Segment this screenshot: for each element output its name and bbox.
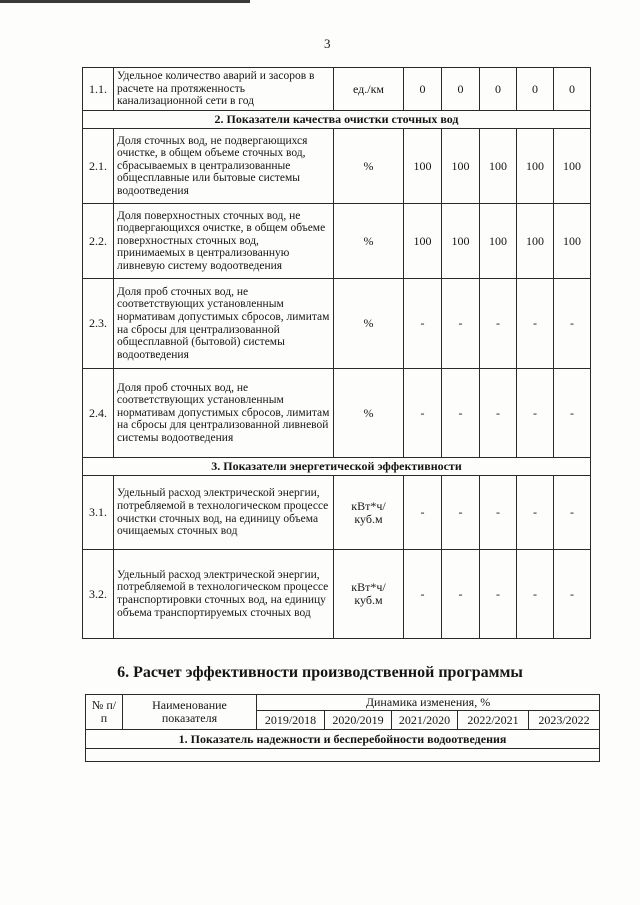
- value-cell: -: [404, 476, 442, 550]
- section-heading: 6. Расчет эффективности производственной программы: [117, 664, 523, 681]
- indicator-name: Удельный расход электрической энергии, потребляемой в технологическом процессе транспортировки сточных вод, на единицу объема транспортируемых сточных вод: [114, 550, 334, 639]
- value-cell: -: [480, 476, 517, 550]
- section-row: [83, 111, 591, 129]
- row-number: 2.3.: [83, 279, 114, 369]
- indicator-name: Доля проб сточных вод, не соответствующих установленным нормативам допустимых сбросов, лимитам на сбросы для централизованной ливневой системы водоотведения: [114, 369, 334, 458]
- value-cell: 0: [404, 68, 442, 111]
- table-row: [83, 68, 591, 111]
- page-number: 3: [324, 36, 331, 51]
- value-cell: 0: [517, 68, 554, 111]
- section-row: 1. Показатель надежности и бесперебойности водоотведения: [86, 730, 600, 749]
- table-row: [83, 204, 591, 279]
- value-cell: 0: [480, 68, 517, 111]
- unit-cell: %: [334, 279, 404, 369]
- unit-cell: %: [334, 369, 404, 458]
- value-cell: -: [554, 369, 591, 458]
- indicator-name: Доля проб сточных вод, не соответствующих установленным нормативам допустимых сбросов, лимитам на сбросы для централизованной общесплавной (бытовой) системы водоотведения: [114, 279, 334, 369]
- value-cell: 0: [442, 68, 480, 111]
- value-cell: -: [480, 550, 517, 639]
- year-header: 2019/2018: [257, 711, 325, 730]
- table-row: [83, 550, 591, 639]
- value-cell: 100: [442, 204, 480, 279]
- year-header: 2022/2021: [458, 711, 529, 730]
- value-cell: -: [404, 550, 442, 639]
- value-cell: 100: [554, 204, 591, 279]
- value-cell: -: [404, 369, 442, 458]
- value-cell: -: [554, 550, 591, 639]
- value-cell: -: [517, 476, 554, 550]
- row-number: 1.1.: [83, 68, 114, 111]
- efficiency-table: [85, 694, 600, 762]
- value-cell: -: [404, 279, 442, 369]
- value-cell: -: [442, 476, 480, 550]
- value-cell: -: [480, 279, 517, 369]
- value-cell: -: [442, 369, 480, 458]
- indicator-name: Доля сточных вод, не подвергающихся очистке, в общем объеме сточных вод, сбрасываемых в централизованные общесплавные или бытовые системы водоотведения: [114, 129, 334, 204]
- table-row: [83, 129, 591, 204]
- value-cell: 100: [517, 204, 554, 279]
- year-header: 2021/2020: [392, 711, 458, 730]
- value-cell: -: [480, 369, 517, 458]
- table-row: [83, 279, 591, 369]
- col-header-name: Наименование показателя: [123, 695, 257, 730]
- value-cell: 100: [404, 204, 442, 279]
- value-cell: 100: [404, 129, 442, 204]
- section-title: 3. Показатели энергетической эффективности: [83, 458, 591, 476]
- indicator-name: Удельное количество аварий и засоров в расчете на протяженность канализационной сети в год: [114, 68, 334, 111]
- unit-cell: %: [334, 204, 404, 279]
- col-header-num: № п/п: [86, 695, 123, 730]
- unit-cell: ед./км: [334, 68, 404, 111]
- value-cell: 100: [442, 129, 480, 204]
- empty-row: [86, 749, 600, 762]
- value-cell: 0: [554, 68, 591, 111]
- unit-cell: %: [334, 129, 404, 204]
- scan-artifact-line: [0, 0, 250, 3]
- value-cell: 100: [480, 129, 517, 204]
- row-number: 3.1.: [83, 476, 114, 550]
- unit-cell: кВт*ч/ куб.м: [334, 476, 404, 550]
- table-row: [83, 476, 591, 550]
- value-cell: 100: [480, 204, 517, 279]
- value-cell: -: [442, 550, 480, 639]
- value-cell: -: [517, 279, 554, 369]
- value-cell: -: [517, 550, 554, 639]
- value-cell: -: [554, 476, 591, 550]
- row-number: 2.1.: [83, 129, 114, 204]
- row-number: 2.4.: [83, 369, 114, 458]
- year-header: 2020/2019: [325, 711, 392, 730]
- indicator-name: Удельный расход электрической энергии, потребляемой в технологическом процессе очистки сточных вод, на единицу объема очищаемых сточных вод: [114, 476, 334, 550]
- indicators-table: [82, 67, 591, 639]
- unit-cell: кВт*ч/ куб.м: [334, 550, 404, 639]
- value-cell: 100: [517, 129, 554, 204]
- row-number: 2.2.: [83, 204, 114, 279]
- indicator-name: Доля поверхностных сточных вод, не подвергающихся очистке, в общем объеме поверхностных сточных вод, принимаемых в централизованную ливневую систему водоотведения: [114, 204, 334, 279]
- value-cell: -: [517, 369, 554, 458]
- section-row: [83, 458, 591, 476]
- table-row: [83, 369, 591, 458]
- section-title: 2. Показатели качества очистки сточных вод: [83, 111, 591, 129]
- year-header: 2023/2022: [529, 711, 600, 730]
- row-number: 3.2.: [83, 550, 114, 639]
- value-cell: -: [554, 279, 591, 369]
- value-cell: -: [442, 279, 480, 369]
- col-header-dynamics: Динамика изменения, %: [257, 695, 600, 711]
- value-cell: 100: [554, 129, 591, 204]
